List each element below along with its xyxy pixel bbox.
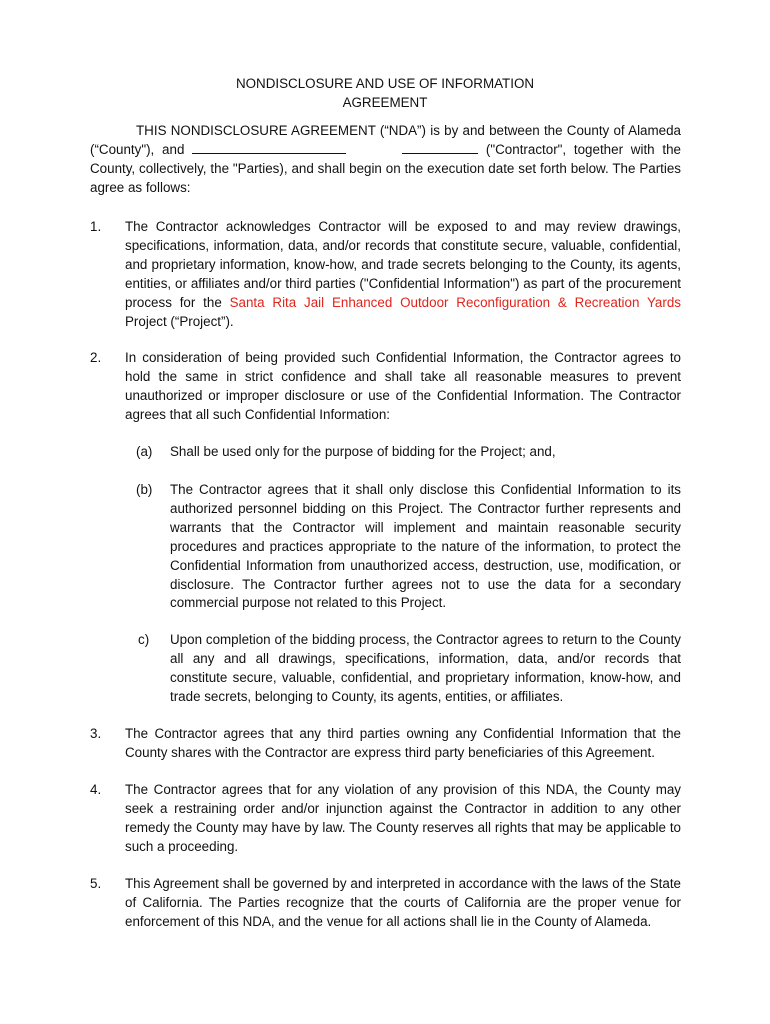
subitem-text-b: The Contractor agrees that it shall only disclose this Confidential Information to its authorized personnel bidding on this Project. The Contractor further represents and warrants that the Contractor will implement and maintain reasonable security procedures and practices appropriate to the nature of the information, to protect the Confidential Information from unauthorized access, destruction, use, modification, or disclosure. The Contractor further agrees not to use the data for a secondary commercial purpose not related to this Project. (170, 482, 681, 611)
contractor-name-blank[interactable] (192, 141, 346, 154)
title-line-2: AGREEMENT (342, 95, 428, 110)
item-text-2: In consideration of being provided such Confidential Information, the Contractor agrees to hold the same in strict confidence and shall take all reasonable measures to prevent unauthorized or improper disclosure or use of the Confidential Information. The Contractor agrees that all such Confidential Information: (125, 350, 681, 422)
item-number-2: 2. (90, 350, 102, 365)
subitem-text-c: Upon completion of the bidding process, the Contractor agrees to return to the County all any and all drawings, specifications, information, data, and/or records that constitute secure, valuable, confidential, and proprietary information, know-how, and trade secrets, belonging to County, its agents, entities, or affiliates. (170, 632, 681, 704)
item-text-4: The Contractor agrees that for any violation of any provision of this NDA, the County may seek a restraining order and/or injunction against the Contractor in addition to any other remedy the County may have by law. The County reserves all rights that may be applicable to such a proceeding. (125, 782, 681, 854)
item-number-5: 5. (90, 876, 102, 891)
item-number-1: 1. (90, 219, 102, 234)
subitem-text-a: Shall be used only for the purpose of bidding for the Project; and, (170, 444, 556, 459)
intro-text-2: ("Contractor", together with the County, collectively, the "Parties), and shall begin on the execution date set forth below. The Parties agree as follows: (90, 141, 681, 195)
subitem-label-a: (a) (136, 444, 153, 459)
subitem-label-b: (b) (136, 482, 153, 497)
contractor-name-blank-2[interactable] (402, 141, 478, 154)
item-number-3: 3. (90, 726, 102, 741)
item-1-text-after: Project (“Project”). (125, 313, 234, 329)
project-name: Santa Rita Jail Enhanced Outdoor Reconfiguration & Recreation Yards (229, 294, 681, 310)
item-text-1 (125, 218, 681, 331)
title-line-1: NONDISCLOSURE AND USE OF INFORMATION (235, 76, 535, 91)
item-1-text-before: The Contractor acknowledges Contractor will be exposed to and may review drawings, specifications, information, data, and/or records that constitute secure, valuable, confidential, and proprietary information, know-how, and trade secrets belonging to the County, its agents, entities, or affiliates and/or third parties ("Confidential Information") as part of the procurement process for the (125, 219, 681, 310)
intro-paragraph (90, 122, 681, 198)
intro-text-1: THIS NONDISCLOSURE AGREEMENT (“NDA”) is by and between the County of Alameda (“County"), and (90, 123, 681, 157)
item-text-3: The Contractor agrees that any third parties owning any Confidential Information that the County shares with the Contractor are express third party beneficiaries of this Agreement. (125, 726, 681, 760)
item-text-5: This Agreement shall be governed by and interpreted in accordance with the laws of the State of California. The Parties recognize that the courts of California are the proper venue for enforcement of this NDA, and the venue for all actions shall lie in the County of Alameda. (125, 876, 681, 929)
document-title (0, 74, 770, 112)
subitem-label-c: c) (138, 632, 150, 647)
item-number-4: 4. (90, 782, 102, 797)
